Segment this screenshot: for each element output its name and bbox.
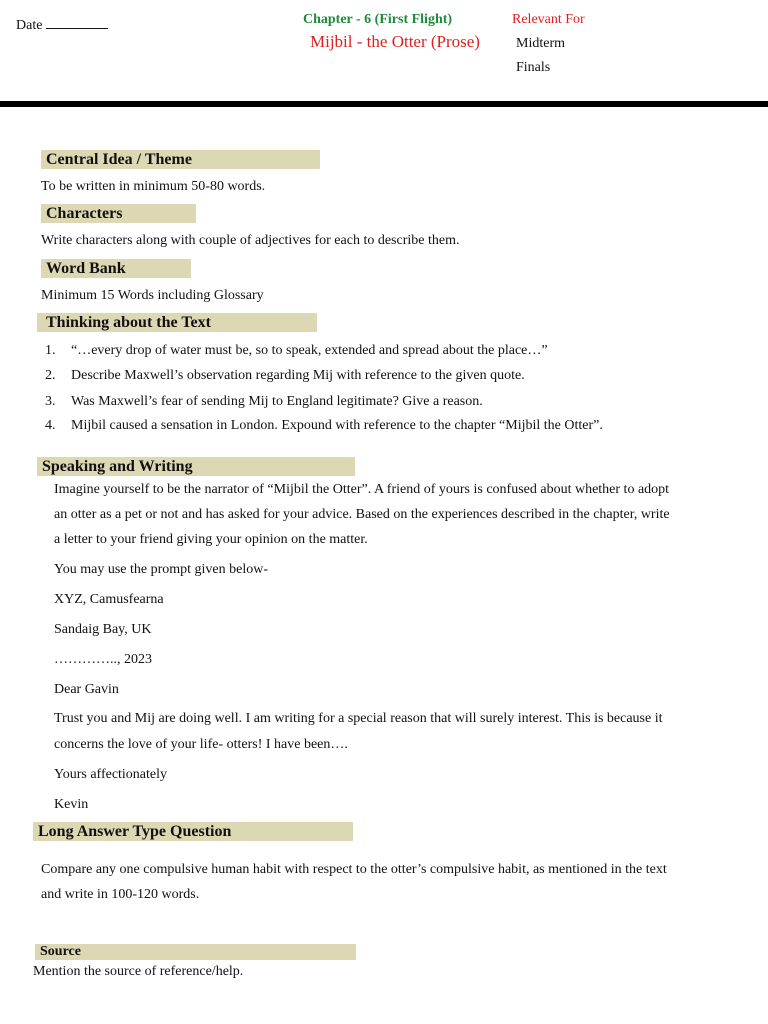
date-label: Date bbox=[16, 18, 43, 33]
source-heading: Source bbox=[35, 944, 356, 960]
header-divider bbox=[0, 101, 768, 107]
list-item-number: 1. bbox=[45, 343, 56, 358]
source-text: Mention the source of reference/help. bbox=[33, 964, 244, 979]
central-idea-text: To be written in minimum 50-80 words. bbox=[41, 179, 266, 194]
relevant-for-label: Relevant For bbox=[512, 12, 585, 27]
relevant-item-finals: Finals bbox=[516, 60, 551, 75]
letter-body-line-1: Trust you and Mij are doing well. I am writing for a special reason that will surely interest. This is because it bbox=[54, 711, 663, 726]
list-item-text: Was Maxwell’s fear of sending Mij to England legitimate? Give a reason. bbox=[71, 394, 483, 409]
letter-closing: Yours affectionately bbox=[54, 767, 168, 782]
list-item-number: 3. bbox=[45, 394, 56, 409]
long-answer-text-line-2: and write in 100-120 words. bbox=[41, 887, 200, 902]
letter-signature: Kevin bbox=[54, 797, 89, 812]
list-item-text: Describe Maxwell’s observation regarding Mij with reference to the given quote. bbox=[71, 368, 525, 383]
long-answer-text-line-1: Compare any one compulsive human habit with respect to the otter’s compulsive habit, as mentioned in the text bbox=[41, 862, 667, 877]
letter-prompt-intro: You may use the prompt given below- bbox=[54, 562, 268, 577]
letter-address-line-2: Sandaig Bay, UK bbox=[54, 622, 152, 637]
speaking-prompt-line-3: a letter to your friend giving your opinion on the matter. bbox=[54, 532, 368, 547]
list-item-text: “…every drop of water must be, so to speak, extended and spread about the place…” bbox=[71, 343, 548, 358]
characters-heading: Characters bbox=[41, 204, 196, 223]
speaking-writing-heading: Speaking and Writing bbox=[37, 457, 355, 476]
list-item-number: 4. bbox=[45, 418, 56, 433]
list-item-text: Mijbil caused a sensation in London. Expound with reference to the chapter “Mijbil the Otter”. bbox=[71, 418, 603, 433]
relevant-item-midterm: Midterm bbox=[516, 36, 565, 51]
date-field bbox=[16, 16, 108, 34]
page-title: Mijbil - the Otter (Prose) bbox=[310, 32, 480, 51]
letter-body-line-2: concerns the love of your life- otters! I have been…. bbox=[54, 737, 348, 752]
date-blank-line bbox=[46, 16, 108, 29]
speaking-prompt-line-2: an otter as a pet or not and has asked for your advice. Based on the experiences described in the chapter, write bbox=[54, 507, 670, 522]
central-idea-heading: Central Idea / Theme bbox=[41, 150, 320, 169]
chapter-title: Chapter - 6 (First Flight) bbox=[303, 12, 453, 27]
characters-text: Write characters along with couple of adjectives for each to describe them. bbox=[41, 233, 460, 248]
letter-salutation: Dear Gavin bbox=[54, 682, 119, 697]
long-answer-heading: Long Answer Type Question bbox=[33, 822, 353, 841]
speaking-prompt-line-1: Imagine yourself to be the narrator of “Mijbil the Otter”. A friend of yours is confused about whether to adopt bbox=[54, 482, 670, 497]
letter-address-line-1: XYZ, Camusfearna bbox=[54, 592, 164, 607]
word-bank-heading: Word Bank bbox=[41, 259, 191, 278]
thinking-heading: Thinking about the Text bbox=[37, 313, 317, 332]
letter-date: ………….., 2023 bbox=[54, 652, 152, 667]
list-item-number: 2. bbox=[45, 368, 56, 383]
word-bank-text: Minimum 15 Words including Glossary bbox=[41, 288, 264, 303]
